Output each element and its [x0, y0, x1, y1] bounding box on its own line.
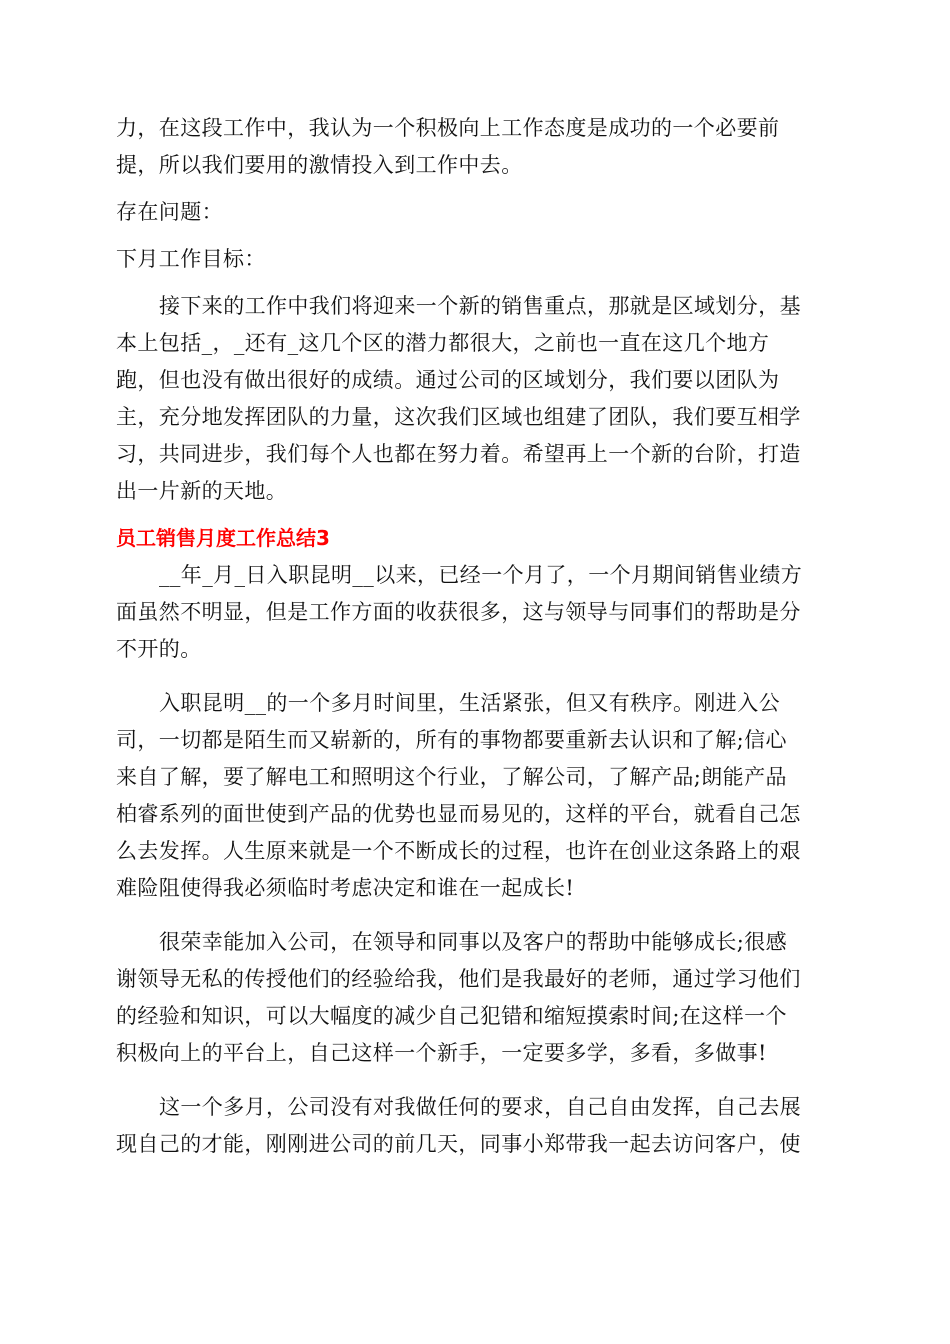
problems-label: 存在问题：	[116, 200, 223, 224]
text-line: 这一个多月，公司没有对我做任何的要求，自己自由发挥，自己去展	[159, 1095, 801, 1119]
document-page	[116, 110, 836, 1163]
paragraph-2	[116, 288, 836, 510]
text-line: 谢领导无私的传授他们的经验给我，他们是我最好的老师，通过学习他们	[116, 967, 801, 991]
text-line: 难险阻使得我必须临时考虑决定和谁在一起成长!	[116, 876, 575, 900]
text-line: 本上包括_，_还有_这几个区的潜力都很大，之前也一直在这几个地方	[116, 331, 770, 355]
text-line: 司，一切都是陌生而又崭新的，所有的事物都要重新去认识和了解;信心	[116, 728, 787, 752]
text-line: 不开的。	[116, 637, 202, 661]
text-line: 力，在这段工作中，我认为一个积极向上工作态度是成功的一个必要前	[116, 116, 780, 140]
text-line: 主，充分地发挥团队的力量，这次我们区域也组建了团队，我们要互相学	[116, 405, 801, 429]
text-line: 么去发挥。人生原来就是一个不断成长的过程，也许在创业这条路上的艰	[116, 839, 801, 863]
section-heading: 员工销售月度工作总结3	[116, 526, 330, 550]
text-line: __年_月_日入职昆明__以来，已经一个月了，一个月期间销售业绩方	[159, 563, 803, 587]
paragraph-3	[116, 557, 836, 668]
text-line: 现自己的才能，刚刚进公司的前几天，同事小郑带我一起去访问客户，使	[116, 1132, 801, 1156]
text-line: 面虽然不明显，但是工作方面的收获很多，这与领导与同事们的帮助是分	[116, 600, 801, 624]
text-line: 积极向上的平台上，自己这样一个新手，一定要多学，多看，多做事!	[116, 1041, 767, 1065]
text-line: 很荣幸能加入公司，在领导和同事以及客户的帮助中能够成长;很感	[159, 930, 788, 954]
text-line: 来自了解，要了解电工和照明这个行业，了解公司，了解产品;朗能产品	[116, 765, 787, 789]
text-line: 提，所以我们要用的激情投入到工作中去。	[116, 153, 523, 177]
goals-label: 下月工作目标：	[116, 247, 266, 271]
text-line: 的经验和知识，可以大幅度的减少自己犯错和缩短摸索时间;在这样一个	[116, 1004, 787, 1028]
paragraph-4	[116, 685, 836, 907]
text-line: 习，共同进步，我们每个人也都在努力着。希望再上一个新的台阶，打造	[116, 442, 801, 466]
text-line: 跑，但也没有做出很好的成绩。通过公司的区域划分，我们要以团队为	[116, 368, 780, 392]
paragraph-6	[116, 1089, 836, 1163]
text-line: 出一片新的天地。	[116, 479, 288, 503]
paragraph-1	[116, 110, 836, 184]
paragraph-5	[116, 924, 836, 1072]
text-line: 柏睿系列的面世使到产品的优势也显而易见的，这样的平台，就看自己怎	[116, 802, 801, 826]
text-line: 接下来的工作中我们将迎来一个新的销售重点，那就是区域划分，基	[159, 294, 801, 318]
text-line: 入职昆明__的一个多月时间里，生活紧张，但又有秩序。刚进入公	[159, 691, 780, 715]
